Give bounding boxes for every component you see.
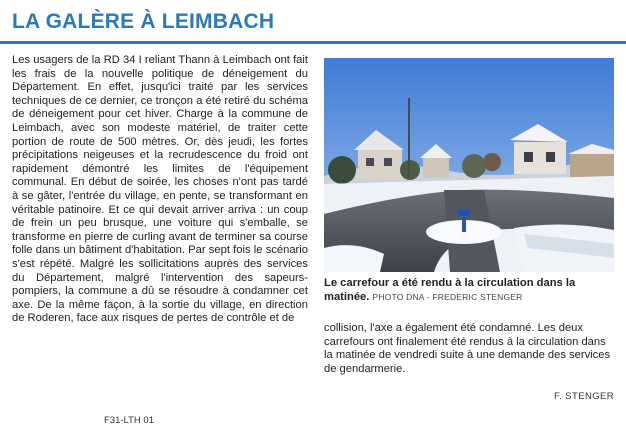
author-signature: F. STENGER (554, 391, 614, 402)
caption-text: Le carrefour a été rendu à la circulation dans la matinée. (324, 277, 576, 303)
page-code: F31-LTH 01 (104, 415, 154, 426)
photo-caption (324, 276, 614, 304)
article-photo (324, 58, 614, 272)
headline-rule (0, 41, 626, 44)
article-body-left: Les usagers de la RD 34 I reliant Thann à Leimbach ont fait les frais de la nouvelle politique de déneigement du Département. En effet, jusqu'ici traité par les services techniques de ce dernier, ce tronçon a été retiré du schéma de déneigement pour cet hiver. Charge à la commune de Leimbach, avec son modeste matériel, de traiter cette portion de route de 500 mètres. Or, dès jeudi, les fortes précipitations neigeuses et la recrudescence du froid ont rapidement démontré les limites de l'équipement communal. En début de soirée, les choses n'ont pas tardé à se gâter, l'entrée du village, en pente, se transformant en véritable patinoire. Et ce qui devait arriver arriva : un coup de frein un peu brusque, une voiture qui s'emballe, se transforme en pierre de curling avant de terminer sa course folle dans un bâtiment d'habitation. Par sept fois le scénario s'est répété. Malgré les sollicitations auprès des services du Département, malgré l'intervention des sapeurs-pompiers, la commune a dû se résoudre à condamner cet axe. De la même façon, à la sortie du village, en direction de Roderen, face aux risques de pertes de contrôle et de (12, 54, 308, 325)
photo-credit: PHOTO DNA - FREDERIC STENGER (372, 292, 523, 302)
snowy-crossroads-photo (324, 58, 614, 272)
article-body-right: collision, l'axe a également été condamné. Les deux carrefours ont finalement été rendus à la circulation dans la matinée de vendredi suite à une demande des services de gendarmerie. (324, 322, 611, 375)
headline: LA GALÈRE À LEIMBACH (12, 10, 275, 33)
